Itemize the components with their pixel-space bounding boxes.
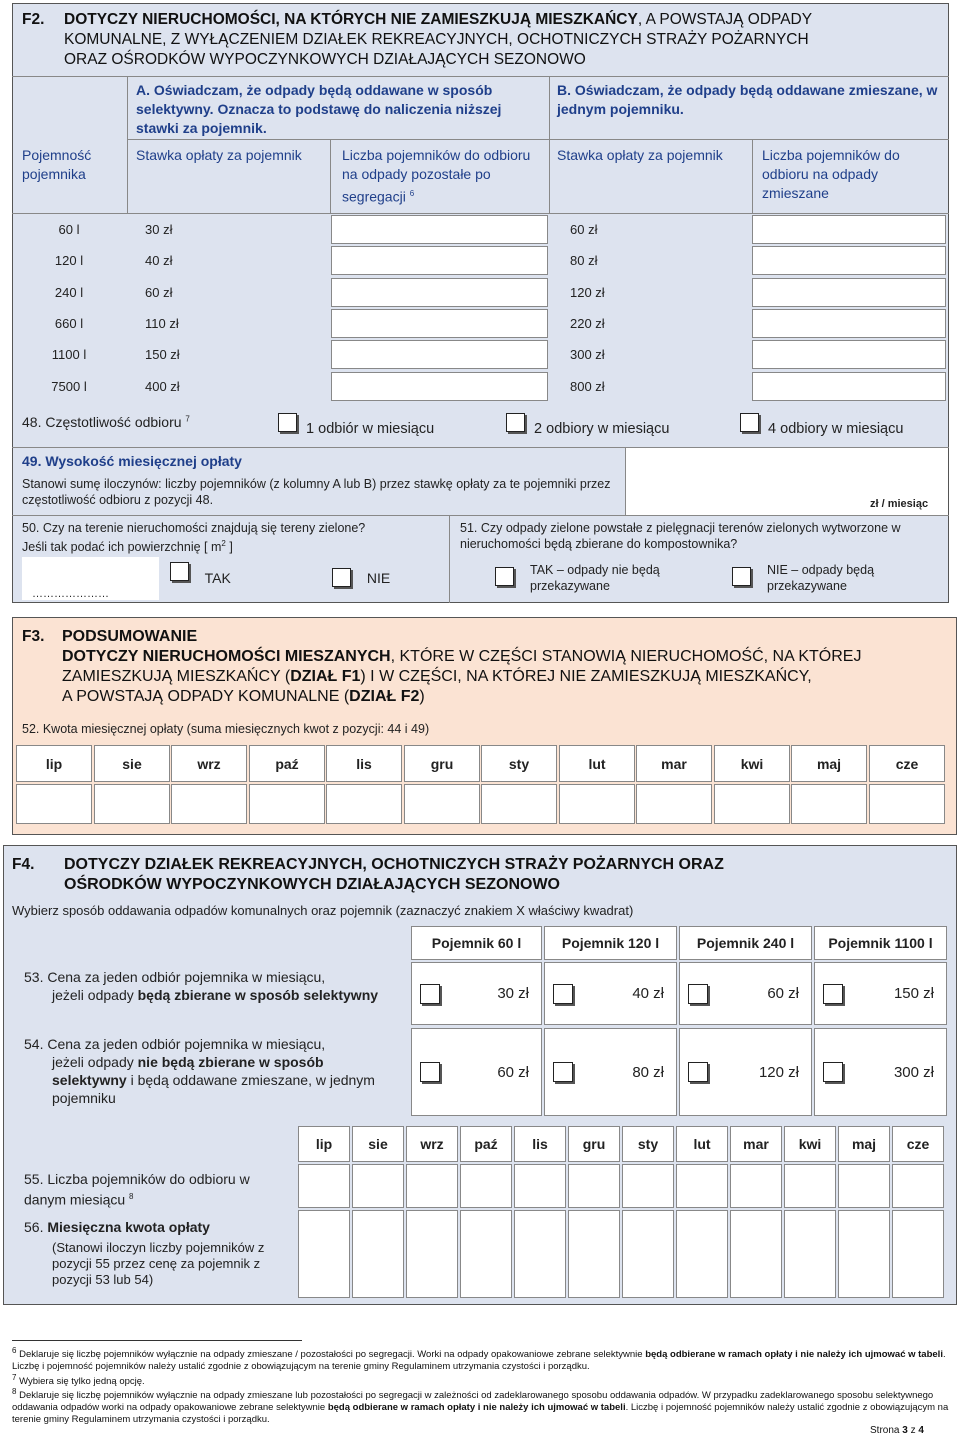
checkbox-icon[interactable] bbox=[823, 984, 843, 1004]
price-option[interactable] bbox=[679, 1028, 812, 1116]
month-amount-field[interactable] bbox=[869, 784, 945, 824]
price-option[interactable] bbox=[814, 1028, 947, 1116]
month-fee-field[interactable] bbox=[568, 1210, 620, 1298]
price-value: 60 zł bbox=[767, 985, 799, 1002]
month-fee-field[interactable] bbox=[622, 1210, 674, 1298]
row-count-b-field[interactable] bbox=[752, 278, 946, 307]
price-value: 120 zł bbox=[758, 1063, 799, 1081]
month-count-field[interactable] bbox=[460, 1164, 512, 1208]
container-header: Pojemnik 120 l bbox=[544, 926, 677, 960]
q50-area-field[interactable]: ………………… bbox=[22, 557, 159, 600]
q50-no-option[interactable]: NIE bbox=[332, 568, 378, 587]
checkbox-icon[interactable] bbox=[278, 413, 297, 432]
q53-label: 53. Cena za jeden odbiór pojemnika w miesiącu, jeżeli odpady będą zbierane w sposób selektywny bbox=[24, 969, 379, 1003]
checkbox-icon[interactable] bbox=[732, 567, 751, 586]
row-count-a-field[interactable] bbox=[331, 340, 548, 369]
checkbox-icon[interactable] bbox=[688, 984, 708, 1004]
month-header: sty bbox=[622, 1126, 674, 1162]
month-count-field[interactable] bbox=[730, 1164, 782, 1208]
month-amount-field[interactable] bbox=[404, 784, 480, 824]
month-amount-field[interactable] bbox=[481, 784, 557, 824]
month-header: maj bbox=[791, 745, 867, 782]
month-header: cze bbox=[892, 1126, 944, 1162]
col-count-b-header: Liczba pojemników do odbioru na odpady zmieszane bbox=[762, 147, 900, 201]
row-rate-b: 800 zł bbox=[570, 379, 605, 394]
checkbox-icon[interactable] bbox=[688, 1062, 708, 1082]
row-count-a-field[interactable] bbox=[331, 215, 548, 244]
month-header: kwi bbox=[784, 1126, 836, 1162]
checkbox-icon[interactable] bbox=[420, 1062, 440, 1082]
checkbox-icon[interactable] bbox=[740, 413, 759, 432]
month-header: mar bbox=[730, 1126, 782, 1162]
month-fee-field[interactable] bbox=[784, 1210, 836, 1298]
month-header: lip bbox=[298, 1126, 350, 1162]
month-amount-field[interactable] bbox=[636, 784, 712, 824]
month-header: lut bbox=[559, 745, 635, 782]
checkbox-icon[interactable] bbox=[495, 567, 514, 586]
month-count-field[interactable] bbox=[406, 1164, 458, 1208]
footnote-6: $^6$ Deklaruje się liczbę pojemników wyłącznie na odpady zmieszane / pozostałości po segregacji. Worki na odpady opakowaniowe zebrane selektywnie będą odbierane w ramach opłaty i nie należy ich ujmować w tabeli. Liczbę i pojemność pojemników należy ustalić zgodnie z obowiązującym na terenie gminy Regulaminem utrzymania czystości i porządku. bbox=[12, 1346, 946, 1373]
month-count-field[interactable] bbox=[514, 1164, 566, 1208]
checkbox-icon[interactable] bbox=[553, 1062, 573, 1082]
row-count-b-field[interactable] bbox=[752, 215, 946, 244]
price-value: 30 zł bbox=[497, 985, 529, 1002]
container-header: Pojemnik 60 l bbox=[411, 926, 542, 960]
month-amount-field[interactable] bbox=[714, 784, 790, 824]
q52-label: 52. Kwota miesięcznej opłaty (suma miesięcznych kwot z pozycji: 44 i 49) bbox=[22, 722, 430, 736]
month-header: paź bbox=[460, 1126, 512, 1162]
section-a-statement: A. Oświadczam, że odpady będą oddawane w sposób selektywny. Oznacza to podstawę do naliczenia niższej stawki za pojemnik. bbox=[136, 82, 502, 136]
q51-yes-option[interactable]: TAK – odpady nie będą przekazywane bbox=[495, 562, 725, 594]
price-option[interactable] bbox=[411, 1028, 542, 1116]
price-option[interactable] bbox=[544, 1028, 677, 1116]
row-count-a-field[interactable] bbox=[331, 246, 548, 275]
f4-title: DOTYCZY DZIAŁEK REKREACYJNYCH, OCHOTNICZYCH STRAŻY POŻARNYCH ORAZ OŚRODKÓW WYPOCZYNKOWYCH DZIAŁAJĄCYCH SEZONOWO bbox=[64, 856, 724, 893]
price-option[interactable] bbox=[679, 962, 812, 1025]
row-rate-a: 150 zł bbox=[145, 347, 180, 362]
month-amount-field[interactable] bbox=[559, 784, 635, 824]
checkbox-icon[interactable] bbox=[170, 562, 189, 581]
month-amount-field[interactable] bbox=[94, 784, 170, 824]
f3-number: F3. bbox=[22, 628, 45, 645]
q51-no-option[interactable]: NIE – odpady będą przekazywane bbox=[732, 562, 942, 594]
f4-instruction: Wybierz sposób oddawania odpadów komunalnych oraz pojemnik (zaznaczyć znakiem X właściwy kwadrat) bbox=[12, 903, 634, 918]
checkbox-icon[interactable] bbox=[506, 413, 525, 432]
month-header: cze bbox=[869, 745, 945, 782]
row-rate-b: 220 zł bbox=[570, 316, 605, 331]
q48-option-3[interactable]: 4 odbiory w miesiącu bbox=[740, 413, 898, 432]
price-value: 150 zł bbox=[893, 985, 934, 1002]
row-capacity: 240 l bbox=[54, 285, 84, 300]
q50-question: 50. Czy na terenie nieruchomości znajdują się tereny zielone? Jeśli tak podać ich powierzchnię [ $m^2$ ] bbox=[22, 521, 366, 555]
row-count-b-field[interactable] bbox=[752, 372, 946, 401]
month-fee-field[interactable] bbox=[730, 1210, 782, 1298]
month-count-field[interactable] bbox=[892, 1164, 944, 1208]
section-b-statement: B. Oświadczam, że odpady będą oddawane zmieszane, w jednym pojemniku. bbox=[557, 82, 938, 117]
checkbox-icon[interactable] bbox=[553, 984, 573, 1004]
page-number: Strona 3 z 4 bbox=[870, 1425, 924, 1436]
month-header: lut bbox=[676, 1126, 728, 1162]
col-count-a-header: Liczba pojemników do odbioru na odpady pozostałe po segregacji $^6$ bbox=[342, 147, 531, 205]
f2-number: F2. bbox=[22, 11, 45, 28]
row-rate-a: 110 zł bbox=[145, 316, 179, 331]
month-count-field[interactable] bbox=[784, 1164, 836, 1208]
q49-description: Stanowi sumę iloczynów: liczby pojemników (z kolumny A lub B) przez stawkę opłaty za te pojemniki przez częstotliwość odbioru z pozycji 48. bbox=[22, 477, 611, 507]
month-amount-field[interactable] bbox=[171, 784, 247, 824]
f2-title: DOTYCZY NIERUCHOMOŚCI, NA KTÓRYCH NIE ZAMIESZKUJĄ MIESZKAŃCY, A POWSTAJĄ ODPADY KOMUNALNE, Z WYŁĄCZENIEM DZIAŁEK REKREACYJNYCH, OCHOTNICZYCH STRAŻY POŻARNYCH ORAZ OŚRODKÓW WYPOCZYNKOWYCH DZIAŁAJĄCYCH SEZONOWO bbox=[64, 11, 813, 68]
price-value: 80 zł bbox=[632, 1063, 664, 1081]
month-fee-field[interactable] bbox=[352, 1210, 404, 1298]
month-count-field[interactable] bbox=[298, 1164, 350, 1208]
q49-unit: zł / miesiąc bbox=[870, 498, 929, 510]
row-capacity: 120 l bbox=[54, 253, 84, 268]
q54-label: 54. Cena za jeden odbiór pojemnika w miesiącu, jeżeli odpady nie będą zbierane w sposób selektywny i będą oddawane zmieszane, w jednym pojemniku bbox=[24, 1036, 375, 1106]
q48-option-1[interactable]: 1 odbiór w miesiącu bbox=[278, 413, 429, 432]
q51-question: 51. Czy odpady zielone powstałe z pielęgnacji terenów zielonych wytworzone w nieruchomości będą zbierane do kompostownika? bbox=[460, 521, 901, 551]
month-header: maj bbox=[838, 1126, 890, 1162]
month-fee-field[interactable] bbox=[298, 1210, 350, 1298]
col-rate-b-header: Stawka opłaty za pojemnik bbox=[557, 147, 723, 163]
q56-label: 56. Miesięczna kwota opłaty (Stanowi iloczyn liczby pojemników z pozycji 55 przez cenę za pojemnik z pozycji 53 lub 54) bbox=[24, 1219, 265, 1287]
row-rate-b: 300 zł bbox=[570, 347, 605, 362]
container-header: Pojemnik 1100 l bbox=[814, 926, 947, 960]
q50-yes-option[interactable]: TAK bbox=[170, 562, 219, 581]
footnote-8: $^8$ Deklaruje się liczbę pojemników wyłącznie na odpady zmieszane lub pozostałości po segregacji w zależności od zadeklarowanego sposobu oddawania odpadów. W przypadku zadeklarowanego sposobu selektywnego oddawania odpadów worki na odpady opakowaniowe zebrane selektywnie będą odbierane w ramach opłaty i nie należy ich ujmować w tabeli. Liczbę i pojemność pojemników należy ustalić zgodnie z obowiązującym na terenie gminy Regulaminem utrzymania czystości i porządku. bbox=[12, 1387, 949, 1426]
row-count-b-field[interactable] bbox=[752, 309, 946, 338]
row-count-b-field[interactable] bbox=[752, 340, 946, 369]
month-header: gru bbox=[568, 1126, 620, 1162]
row-rate-a: 60 zł bbox=[145, 285, 173, 300]
price-value: 300 zł bbox=[893, 1063, 934, 1081]
row-capacity: 660 l bbox=[54, 316, 84, 331]
col-capacity-header: Pojemność pojemnika bbox=[22, 147, 92, 182]
month-header: lis bbox=[514, 1126, 566, 1162]
checkbox-icon[interactable] bbox=[420, 984, 440, 1004]
row-count-a-field[interactable] bbox=[331, 278, 548, 307]
footnote-7: $^7$ Wybiera się tylko jedną opcję. bbox=[12, 1373, 145, 1388]
month-count-field[interactable] bbox=[568, 1164, 620, 1208]
month-count-field[interactable] bbox=[838, 1164, 890, 1208]
month-header: mar bbox=[636, 745, 712, 782]
checkbox-icon[interactable] bbox=[332, 568, 351, 587]
row-rate-a: 400 zł bbox=[145, 379, 180, 394]
month-count-field[interactable] bbox=[622, 1164, 674, 1208]
q48-frequency: 48. Częstotliwość odbioru $^7$ bbox=[22, 414, 190, 430]
month-fee-field[interactable] bbox=[892, 1210, 944, 1298]
row-capacity: 7500 l bbox=[51, 379, 87, 394]
month-header: kwi bbox=[714, 745, 790, 782]
container-header: Pojemnik 240 l bbox=[679, 926, 812, 960]
month-amount-field[interactable] bbox=[326, 784, 402, 824]
row-count-b-field[interactable] bbox=[752, 246, 946, 275]
row-capacity: 60 l bbox=[58, 222, 80, 237]
month-header: sie bbox=[94, 745, 170, 782]
q48-option-2[interactable]: 2 odbiory w miesiącu bbox=[506, 413, 664, 432]
row-capacity: 1100 l bbox=[51, 347, 87, 362]
price-option[interactable] bbox=[544, 962, 677, 1025]
q49-label: 49. Wysokość miesięcznej opłaty bbox=[22, 453, 242, 469]
row-rate-b: 120 zł bbox=[570, 285, 605, 300]
price-option[interactable] bbox=[814, 962, 947, 1025]
month-amount-field[interactable] bbox=[791, 784, 867, 824]
month-amount-field[interactable] bbox=[16, 784, 92, 824]
month-count-field[interactable] bbox=[352, 1164, 404, 1208]
row-count-a-field[interactable] bbox=[331, 372, 548, 401]
month-count-field[interactable] bbox=[676, 1164, 728, 1208]
month-header: paź bbox=[249, 745, 325, 782]
month-header: sie bbox=[352, 1126, 404, 1162]
month-fee-field[interactable] bbox=[838, 1210, 890, 1298]
month-header: wrz bbox=[406, 1126, 458, 1162]
month-fee-field[interactable] bbox=[676, 1210, 728, 1298]
month-header: lis bbox=[326, 745, 402, 782]
row-rate-b: 80 zł bbox=[570, 253, 598, 268]
q55-label: 55. Liczba pojemników do odbioru w danym miesiącu $^8$ bbox=[24, 1171, 250, 1208]
row-rate-a: 30 zł bbox=[145, 222, 173, 237]
price-value: 40 zł bbox=[632, 985, 664, 1002]
f3-title: PODSUMOWANIE DOTYCZY NIERUCHOMOŚCI MIESZANYCH, KTÓRE W CZĘŚCI STANOWIĄ NIERUCHOMOŚĆ, NA KTÓREJ ZAMIESZKUJĄ MIESZKAŃCY (DZIAŁ F1) I W CZĘŚCI, NA KTÓREJ NIE ZAMIESZKUJĄ MIESZKAŃCY, A POWSTAJĄ ODPADY KOMUNALNE (DZIAŁ F2) bbox=[62, 628, 862, 705]
row-rate-b: 60 zł bbox=[570, 222, 598, 237]
month-fee-field[interactable] bbox=[514, 1210, 566, 1298]
month-header: gru bbox=[404, 745, 480, 782]
checkbox-icon[interactable] bbox=[823, 1062, 843, 1082]
col-rate-a-header: Stawka opłaty za pojemnik bbox=[136, 147, 302, 163]
month-header: wrz bbox=[171, 745, 247, 782]
price-value: 60 zł bbox=[497, 1063, 529, 1081]
month-header: lip bbox=[16, 745, 92, 782]
month-fee-field[interactable] bbox=[406, 1210, 458, 1298]
month-amount-field[interactable] bbox=[249, 784, 325, 824]
price-option[interactable] bbox=[411, 962, 542, 1025]
f4-number: F4. bbox=[12, 856, 35, 873]
row-rate-a: 40 zł bbox=[145, 253, 173, 268]
month-fee-field[interactable] bbox=[460, 1210, 512, 1298]
row-count-a-field[interactable] bbox=[331, 309, 548, 338]
month-header: sty bbox=[481, 745, 557, 782]
footnote-separator bbox=[12, 1340, 302, 1341]
